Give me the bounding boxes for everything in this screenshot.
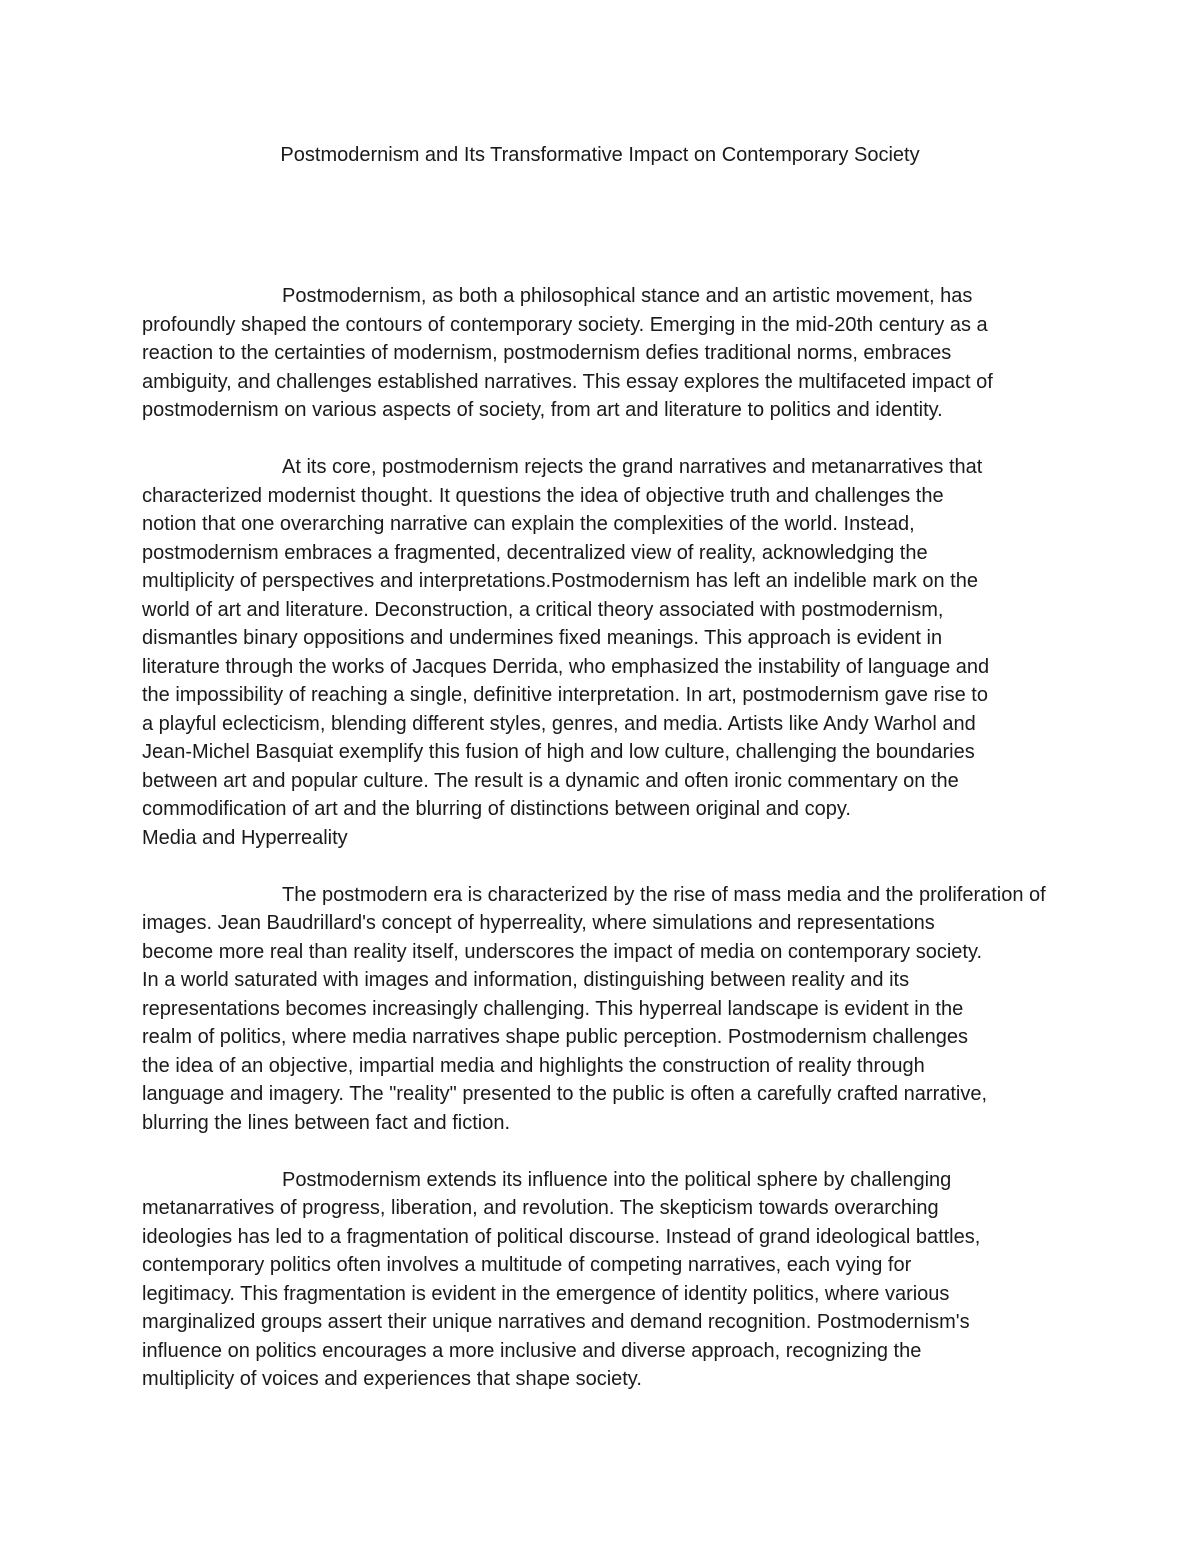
text-line: blurring the lines between fact and fiction. (142, 1111, 510, 1134)
text-line: postmodernism on various aspects of society, from art and literature to politics and identity. (142, 399, 943, 421)
paragraph-politics (142, 1166, 1072, 1394)
text-line: multiplicity of voices and experiences that shape society. (142, 1368, 642, 1390)
text-line: characterized modernist thought. It questions the idea of objective truth and challenges the (142, 484, 944, 507)
paragraph-gap (142, 1137, 1072, 1166)
text-line: Jean-Michel Basquiat exemplify this fusion of high and low culture, challenging the boundaries (142, 741, 975, 763)
text-line: images. Jean Baudrillard's concept of hyperreality, where simulations and representations (142, 912, 935, 934)
paragraph-media (142, 881, 1072, 1138)
text-line: commodification of art and the blurring of distinctions between original and copy. (142, 798, 851, 820)
text-line: the impossibility of reaching a single, definitive interpretation. In art, postmodernism gave rise to (142, 684, 988, 706)
text-line: dismantles binary oppositions and undermines fixed meanings. This approach is evident in (142, 627, 943, 649)
text-line: between art and popular culture. The result is a dynamic and often ironic commentary on the (142, 769, 959, 792)
text-line: realm of politics, where media narratives shape public perception. Postmodernism challenges (142, 1026, 968, 1048)
paragraph-core (142, 453, 1072, 824)
text-line: contemporary politics often involves a multitude of competing narratives, each vying for (142, 1254, 912, 1276)
text-line: influence on politics encourages a more inclusive and diverse approach, recognizing the (142, 1339, 922, 1362)
text-line: literature through the works of Jacques Derrida, who emphasized the instability of language and (142, 655, 990, 678)
text-line: The postmodern era is characterized by the rise of mass media and the proliferation of (282, 883, 1046, 906)
text-line: multiplicity of perspectives and interpretations.Postmodernism has left an indelible mark on the (142, 570, 978, 592)
text-line: In a world saturated with images and information, distinguishing between reality and its (142, 969, 910, 991)
paragraph-gap (142, 852, 1072, 881)
text-line: profoundly shaped the contours of contemporary society. Emerging in the mid-20th century as a (142, 313, 988, 336)
text-line: a playful eclecticism, blending different styles, genres, and media. Artists like Andy Warhol and (142, 712, 976, 735)
text-line: Postmodernism, as both a philosophical stance and an artistic movement, has (282, 285, 973, 307)
text-line: At its core, postmodernism rejects the grand narratives and metanarratives that (282, 456, 983, 478)
section-heading-media: Media and Hyperreality (142, 826, 348, 849)
document-title: Postmodernism and Its Transformative Impact on Contemporary Society (280, 144, 920, 166)
paragraph-intro (142, 282, 1072, 425)
text-line: world of art and literature. Deconstruction, a critical theory associated with postmodernism, (142, 598, 944, 621)
text-line: become more real than reality itself, underscores the impact of media on contemporary society. (142, 940, 983, 963)
text-line: the idea of an objective, impartial media and highlights the construction of reality through (142, 1054, 925, 1077)
text-line: representations becomes increasingly challenging. This hyperreal landscape is evident in the (142, 997, 964, 1020)
text-line: reaction to the certainties of modernism, postmodernism defies traditional norms, embraces (142, 342, 952, 364)
text-line: postmodernism embraces a fragmented, decentralized view of reality, acknowledging the (142, 541, 928, 564)
document-body (142, 282, 1072, 1394)
text-line: legitimacy. This fragmentation is evident in the emergence of identity politics, where various (142, 1282, 950, 1305)
paragraph-gap (142, 425, 1072, 454)
text-line: ideologies has led to a fragmentation of political discourse. Instead of grand ideological battles, (142, 1225, 981, 1248)
text-line: ambiguity, and challenges established narratives. This essay explores the multifaceted impact of (142, 370, 993, 393)
text-line: marginalized groups assert their unique narratives and demand recognition. Postmodernism's (142, 1311, 970, 1333)
text-line: notion that one overarching narrative can explain the complexities of the world. Instead, (142, 513, 915, 535)
text-line: metanarratives of progress, liberation, and revolution. The skepticism towards overarching (142, 1197, 939, 1219)
text-line: Postmodernism extends its influence into the political sphere by challenging (282, 1168, 952, 1191)
text-line: language and imagery. The "reality" presented to the public is often a carefully crafted narrative, (142, 1083, 988, 1105)
